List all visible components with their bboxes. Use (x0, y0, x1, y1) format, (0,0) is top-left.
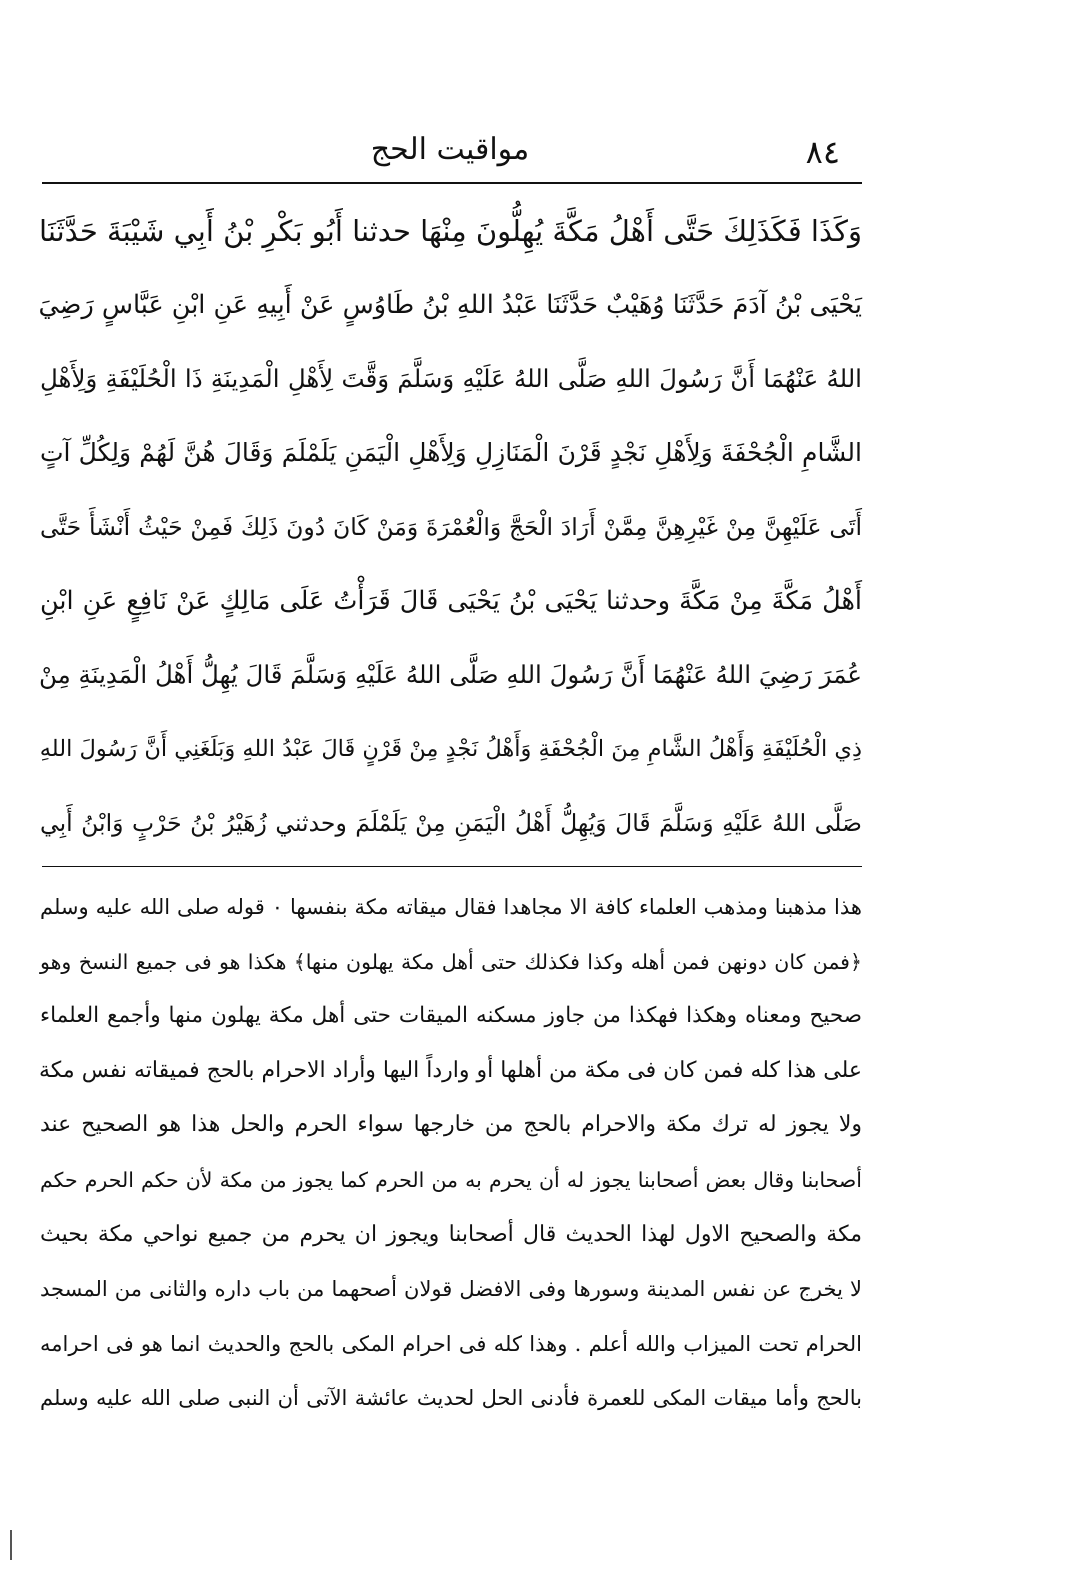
commentary-line: هذا مذهبنا ومذهب العلماء كافة الا مجاهدا فقال ميقاته مكة بنفسها ٠ قوله صلى الله عليه وسلم (40, 895, 862, 919)
page-number: ٨٤ (805, 133, 840, 171)
chapter-title: مواقيت الحج (370, 132, 530, 167)
commentary-line: لا يخرج عن نفس المدينة وسورها وفى الافضل قولان أصحهما من باب داره والثانى من المسجد (40, 1277, 862, 1302)
hadith-line: وَكَذَا فَكَذَلِكَ حَتَّى أَهْلُ مَكَّةَ يُهِلُّونَ مِنْهَا حدثنا أَبُو بَكْرِ بْنُ أَبِي شَيْبَةَ حَدَّثَنَا (39, 214, 862, 248)
commentary-line: بالحج وأما ميقات المكى للعمرة فأدنى الحل لحديث عائشة الآتى أن النبى صلى الله عليه وسلم (40, 1386, 862, 1411)
hadith-line: ذِي الْحُلَيْفَةِ وَأَهْلُ الشَّامِ مِنَ الْجُحْفَةِ وَأَهْلُ نَجْدٍ مِنْ قَرْنٍ قَالَ عَبْدُ اللهِ وَبَلَغَنِي أَنَّ رَسُولَ اللهِ (39, 736, 862, 762)
hadith-line: أَهْلُ مَكَّةَ مِنْ مَكَّةَ وحدثنا يَحْيَى بْنُ يَحْيَى قَالَ قَرَأْتُ عَلَى مَالِكٍ عَنْ نَافِعٍ عَنِ ابْنِ (40, 586, 862, 616)
commentary-line: على هذا كله فمن كان فى مكة من أهلها أو وارداً اليها وأراد الاحرام بالحج فميقاته نفس مكة (38, 1057, 862, 1083)
hadith-text-block (40, 194, 862, 860)
commentary-line: ولا يجوز له ترك مكة والاحرام بالحج من خارجها سواء الحرم والحل هذا هو الصحيح عند (40, 1112, 862, 1138)
hadith-line: أَتَى عَلَيْهِنَّ مِنْ غَيْرِهِنَّ مِمَّنْ أَرَادَ الْحَجَّ وَالْعُمْرَةَ وَمَنْ كَانَ دُونَ ذَلِكَ فَمِنْ حَيْثُ أَنْشَأَ حَتَّى (40, 513, 863, 541)
commentary-line: صحيح ومعناه وهكذا فهكذا من جاوز مسكنه الميقات حتى أهل مكة يهلون منها وأجمع العلماء (40, 1003, 862, 1029)
hadith-line: الشَّامِ الْجُحْفَةَ وَلِأَهْلِ نَجْدٍ قَرْنَ الْمَنَازِلِ وَلِأَهْلِ الْيَمَنِ يَلَمْلَمَ وَقَالَ هُنَّ لَهُمْ وَلِكُلِّ آتٍ (40, 438, 862, 467)
commentary-line: مكة والصحيح الاول لهذا الحديث قال أصحابنا ويجوز ان يحرم من جميع نواحي مكة بحيث (40, 1221, 862, 1247)
header-divider (42, 182, 862, 184)
commentary-text-block (40, 880, 862, 1426)
scan-edge-mark (10, 1530, 12, 1560)
hadith-line: يَحْيَى بْنُ آدَمَ حَدَّثَنَا وُهَيْبٌ حَدَّثَنَا عَبْدُ اللهِ بْنُ طَاوُسٍ عَنْ أَبِيهِ عَنِ ابْنِ عَبَّاسٍ رَضِيَ (38, 290, 862, 320)
page-header (40, 130, 860, 178)
hadith-line: صَلَّى اللهُ عَلَيْهِ وَسَلَّمَ قَالَ وَيُهِلُّ أَهْلُ الْيَمَنِ مِنْ يَلَمْلَمَ وحدثني زُهَيْرُ بْنُ حَرْبٍ وَابْنُ أَبِي (40, 809, 862, 837)
commentary-line: أصحابنا وقال بعض أصحابنا يجوز له أن يحرم به من الحرم كما يجوز من مكة لأن حكم الحرم حكم (40, 1167, 862, 1192)
commentary-line: الحرام تحت الميزاب والله أعلم . وهذا كله فى احرام المكى بالحج والحديث انما هو فى احرامه (40, 1331, 862, 1356)
commentary-divider (42, 866, 862, 867)
commentary-line: ﴿فمن كان دونهن فمن أهله وكذا فكذلك حتى أهل مكة يهلون منها﴾ هكذا هو فى جميع النسخ وهو (40, 949, 862, 974)
hadith-line: اللهُ عَنْهُمَا أَنَّ رَسُولَ اللهِ صَلَّى اللهُ عَلَيْهِ وَسَلَّمَ وَقَّتَ لِأَهْلِ الْمَدِينَةِ ذَا الْحُلَيْفَةِ وَلِأَهْلِ (40, 364, 862, 393)
hadith-line: عُمَرَ رَضِيَ اللهُ عَنْهُمَا أَنَّ رَسُولَ اللهِ صَلَّى اللهُ عَلَيْهِ وَسَلَّمَ قَالَ يُهِلُّ أَهْلُ الْمَدِينَةِ مِنْ (39, 660, 862, 689)
